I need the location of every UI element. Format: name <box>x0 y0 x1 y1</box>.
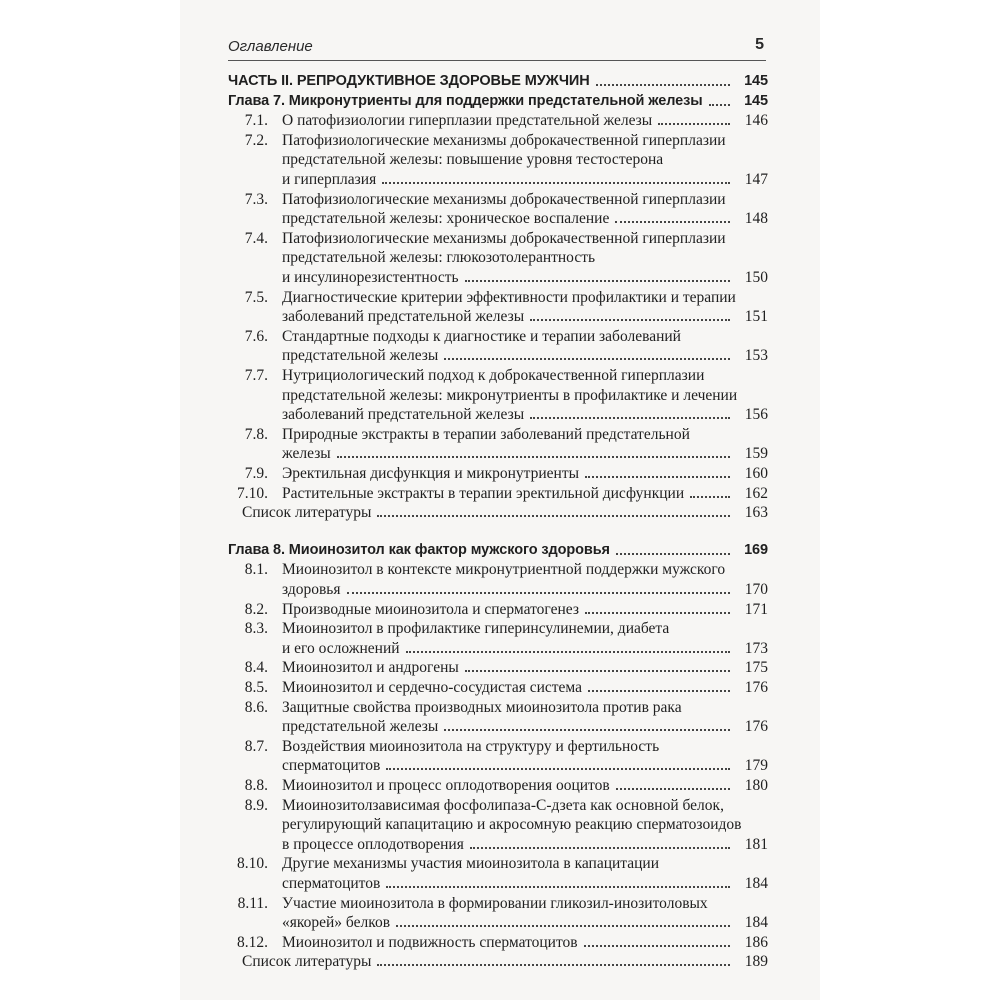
dot-leader <box>465 670 730 672</box>
entry-text-line: Стандартные подходы к диагностике и терапии заболеваний <box>282 327 681 345</box>
entry-number: 7.9. <box>244 465 268 482</box>
entry-text-line: Диагностические критерии эффективности профилактики и терапии <box>282 288 736 306</box>
references-line <box>242 952 768 971</box>
entry-text-line: Защитные свойства производных миоинозитола против рака <box>282 698 682 716</box>
toc-entry-text: и гиперплазия <box>282 171 377 188</box>
dot-leader <box>588 690 730 692</box>
toc-entry-line <box>282 639 768 658</box>
entry-text-line: предстательной железы: микронутриенты в профилактике и лечении <box>282 386 738 404</box>
toc-entry-line <box>282 835 768 854</box>
toc-entry-line <box>282 874 768 893</box>
toc-entry-line <box>282 678 768 697</box>
entry-text-line: предстательной железы: повышение уровня тестостерона <box>282 151 664 169</box>
entry-text-line: Миоинозитол в профилактике гиперинсулинемии, диабета <box>282 620 670 638</box>
entry-text-line: предстательной железы: глюкозотолерантность <box>282 249 596 267</box>
running-header <box>228 36 766 61</box>
dot-leader <box>690 496 730 498</box>
entry-number: 8.7. <box>244 737 268 755</box>
toc-entry-page: 181 <box>744 835 768 853</box>
entry-number: 7.4. <box>244 229 268 247</box>
entry-text-line: Участие миоинозитола в формировании гликозил-инозитоловых <box>282 894 708 912</box>
toc-entry-page: 159 <box>744 445 768 463</box>
entry-text-line: Миоинозитол в контексте микронутриентной поддержки мужского <box>282 561 726 579</box>
entry-number: 8.12. <box>237 933 268 951</box>
toc-entry-line <box>282 580 768 599</box>
entry-number: 7.5. <box>244 288 268 306</box>
entry-number: 7.6. <box>244 327 268 345</box>
entry-text-line: регулирующий капацитацию и акросомную реакцию сперматозоидов <box>282 816 742 834</box>
toc-entry-text: Миоинозитол и андрогены <box>282 659 459 677</box>
part-heading-page: 145 <box>744 73 768 89</box>
toc-entry-page: 146 <box>744 112 768 130</box>
entry-number: 8.9. <box>244 796 268 814</box>
dot-leader <box>584 945 730 947</box>
toc-entry-page: 153 <box>744 347 768 365</box>
toc-entry-text: Миоинозитол и сердечно-сосудистая система <box>282 679 583 696</box>
toc-entry-text: предстательной железы <box>282 718 439 736</box>
dot-leader <box>585 476 730 478</box>
toc-entry-page: 147 <box>744 171 768 188</box>
toc-entry-page: 176 <box>744 718 768 736</box>
part-heading-text: ЧАСТЬ II. РЕПРОДУКТИВНОЕ ЗДОРОВЬЕ МУЖЧИН <box>228 73 590 89</box>
toc-entry-page: 150 <box>744 269 768 286</box>
toc-entry-text: предстательной железы <box>282 347 439 365</box>
toc-entry-text: и его осложнений <box>282 639 400 657</box>
toc-entry-text: заболеваний предстательной железы <box>282 406 525 424</box>
entry-text-line: Воздействия миоинозитола на структуру и фертильность <box>282 737 660 755</box>
dot-leader <box>465 280 730 282</box>
chapter-8-heading-line <box>228 541 768 560</box>
toc-entry-line <box>282 307 768 326</box>
references-text: Список литературы <box>242 504 372 522</box>
dot-leader <box>377 964 730 966</box>
entry-text-line: Патофизиологические механизмы доброкачественной гиперплазии <box>282 229 726 247</box>
toc-entry-line <box>282 600 768 619</box>
toc-entry-page: 179 <box>744 757 768 775</box>
toc-entry-page: 170 <box>744 581 768 598</box>
header-title: Оглавление <box>228 38 313 55</box>
toc-entry-page: 186 <box>744 933 768 951</box>
toc-entry-line <box>282 658 768 677</box>
toc-entry-line <box>282 444 768 463</box>
dot-leader <box>616 553 730 555</box>
entry-number: 8.4. <box>244 659 268 677</box>
dot-leader <box>396 925 730 927</box>
entry-number: 7.10. <box>237 484 268 502</box>
toc-entry-line <box>282 268 768 287</box>
toc-entry-text: сперматоцитов <box>282 875 381 892</box>
toc-entry-page: 184 <box>744 914 768 932</box>
dot-leader <box>386 886 730 888</box>
toc-entry-text: и инсулинорезистентность <box>282 269 459 286</box>
dot-leader <box>386 768 730 770</box>
entry-number: 7.1. <box>244 112 268 130</box>
toc-entry-page: 180 <box>744 777 768 794</box>
toc-entry-page: 173 <box>744 639 768 657</box>
toc-entry-text: Миоинозитол и подвижность сперматоцитов <box>282 933 578 951</box>
entry-number: 8.3. <box>244 620 268 638</box>
toc-entry-text: Производные миоинозитола и сперматогенез <box>282 600 579 618</box>
references-line <box>242 503 768 522</box>
toc-entry-text: сперматоцитов <box>282 757 381 775</box>
page-number: 5 <box>755 36 764 53</box>
dot-leader <box>470 847 730 849</box>
entry-number: 8.1. <box>244 561 268 579</box>
chapter-7-heading-line <box>228 92 768 111</box>
entry-number: 8.10. <box>237 855 268 873</box>
dot-leader <box>377 515 730 517</box>
chapter-7-heading-page: 145 <box>744 92 768 109</box>
toc-entry-text: Растительные экстракты в терапии эректильной дисфункции <box>282 484 685 502</box>
toc-entry-line <box>282 111 768 130</box>
entry-number: 7.3. <box>244 190 268 208</box>
toc-entry-line <box>282 346 768 365</box>
entry-number: 7.7. <box>244 367 268 384</box>
dot-leader <box>382 182 730 184</box>
references-text: Список литературы <box>242 953 372 971</box>
toc-entry-text: здоровья <box>282 581 341 598</box>
toc-entry-page: 176 <box>744 679 768 696</box>
toc-entry-line <box>282 756 768 775</box>
dot-leader <box>615 221 730 223</box>
entry-number: 7.2. <box>244 131 268 149</box>
toc-entry-text: «якорей» белков <box>282 914 391 932</box>
entry-number: 8.2. <box>244 600 268 618</box>
toc-entry-text: предстательной железы: хроническое воспаление <box>282 210 610 228</box>
entry-number: 8.6. <box>244 698 268 716</box>
toc-entry-text: заболеваний предстательной железы <box>282 308 525 326</box>
toc-entry-page: 160 <box>744 465 768 482</box>
dot-leader <box>616 788 730 790</box>
entry-number: 8.8. <box>244 777 268 794</box>
dot-leader <box>585 612 730 614</box>
dot-leader <box>406 651 730 653</box>
dot-leader <box>337 456 730 458</box>
references-page: 163 <box>744 504 768 522</box>
entry-number: 7.8. <box>244 425 268 443</box>
entry-text-line: Патофизиологические механизмы доброкачественной гиперплазии <box>282 131 726 149</box>
toc-entry-page: 171 <box>744 600 768 618</box>
entry-text-line: Природные экстракты в терапии заболеваний предстательной <box>282 425 690 443</box>
toc-entry-page: 175 <box>744 659 768 677</box>
dot-leader <box>530 417 730 419</box>
chapter-8-heading-text: Глава 8. Миоинозитол как фактор мужского здоровья <box>228 541 610 558</box>
toc-entry-page: 162 <box>744 484 768 502</box>
dot-leader <box>596 84 730 86</box>
entry-text-line: Другие механизмы участия миоинозитола в капацитации <box>282 855 660 873</box>
toc-entry-line <box>282 464 768 483</box>
toc-entry-text: железы <box>282 445 331 463</box>
entry-number: 8.11. <box>237 894 268 912</box>
entry-text-line: Патофизиологические механизмы доброкачественной гиперплазии <box>282 190 726 208</box>
toc-entry-line <box>282 913 768 932</box>
entry-text-line: Миоинозитолзависимая фосфолипаза-С-дзета как основной белок, <box>282 796 724 814</box>
dot-leader <box>658 123 730 125</box>
entry-text-line: Нутрициологический подход к доброкачественной гиперплазии <box>282 367 705 384</box>
references-page: 189 <box>744 953 768 971</box>
toc-entry-page: 156 <box>744 406 768 424</box>
toc-entry-line <box>282 209 768 228</box>
toc-entry-line <box>282 717 768 736</box>
toc-entry-line <box>282 170 768 189</box>
dot-leader <box>530 319 730 321</box>
toc-entry-line <box>282 776 768 795</box>
toc-entry-line <box>282 484 768 503</box>
toc-entry-page: 184 <box>744 875 768 892</box>
toc-entry-line <box>282 405 768 424</box>
toc-entry-page: 148 <box>744 210 768 228</box>
chapter-8-heading-page: 169 <box>744 541 768 558</box>
dot-leader <box>347 592 731 594</box>
dot-leader <box>444 729 730 731</box>
part-heading-line <box>228 72 768 91</box>
toc-entry-line <box>282 933 768 952</box>
toc-entry-text: Эректильная дисфункция и микронутриенты <box>282 465 580 482</box>
toc-entry-text: Миоинозитол и процесс оплодотворения ооцитов <box>282 777 610 794</box>
toc-entry-page: 151 <box>744 308 768 326</box>
toc-entry-text: в процессе оплодотворения <box>282 835 464 853</box>
dot-leader <box>444 358 730 360</box>
toc-entry-text: О патофизиологии гиперплазии предстательной железы <box>282 112 653 130</box>
chapter-7-heading-text: Глава 7. Микронутриенты для поддержки предстательной железы <box>228 92 703 109</box>
entry-number: 8.5. <box>244 679 268 696</box>
dot-leader <box>709 104 730 106</box>
